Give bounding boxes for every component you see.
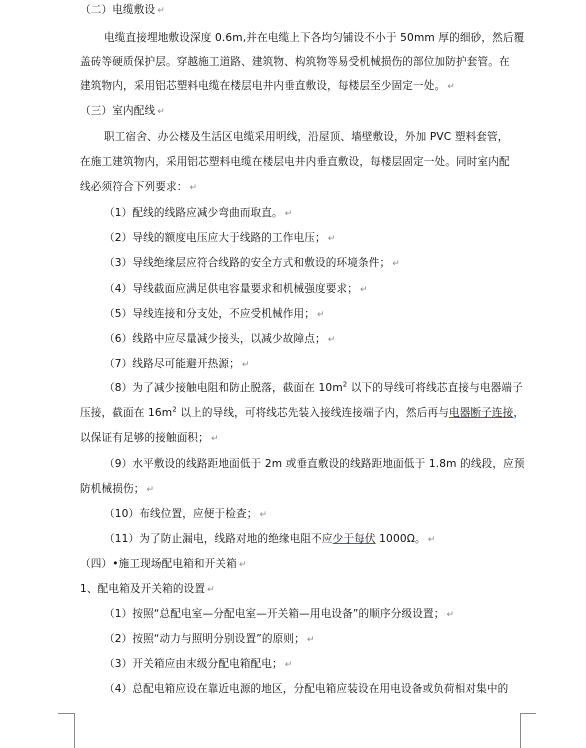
section-heading: （三）室内配线 ↵ — [80, 105, 165, 117]
crop-mark-left-h — [58, 713, 74, 714]
list-item: （2）导线的额度电压应大于线路的工作电压； ↵ — [104, 232, 336, 244]
crop-mark-right-h — [520, 713, 536, 714]
paragraph-line: 盖砖等硬质保护层。穿越施工道路、建筑物、构筑物等易受机械损伤的部位加防护套管。在 — [80, 56, 510, 68]
list-item: （5）导线连接和分支处，不应受机械作用； ↵ — [104, 308, 325, 320]
list-item: （4）总配电箱应设在靠近电源的地区，分配电箱应装设在用电设备或负荷相对集中的 — [104, 683, 509, 695]
list-item: （2）按照“动力与照明分别设置”的原则； ↵ — [104, 633, 315, 645]
list-item: （8）为了减少接触电阻和防止脱落，截面在 $10m^2$ 以下的导线可将线芯直接与电器端子 — [104, 380, 523, 394]
list-item: （1）按照“总配电室—分配电室—开关箱—用电设备”的顺序分级设置； ↵ — [104, 608, 455, 620]
list-item: （3）导线绝缘层应符合线路的安全方式和敷设的环境条件； ↵ — [104, 257, 400, 269]
crop-mark-left-v — [74, 713, 75, 748]
subsection-heading: 1、配电箱及开关箱的设置 ↵ — [80, 583, 215, 595]
section-heading: （四）•施工现场配电箱和开关箱 ↵ — [80, 558, 247, 570]
paragraph-line: 防机械损伤； ↵ — [80, 483, 155, 495]
section-heading: （二）电缆敷设 ↵ — [80, 4, 165, 16]
crop-mark-right-v — [520, 713, 521, 748]
paragraph-line: 线必须符合下列要求： ↵ — [80, 181, 198, 193]
list-item: （3）开关箱应由末级分配电箱配电； ↵ — [104, 658, 293, 670]
paragraph-line: 以保证有足够的接触面积； ↵ — [80, 432, 219, 444]
list-item: （10）布线位置，应便于检查； ↵ — [104, 508, 268, 520]
list-item: （11）为了防止漏电，线路对地的绝缘电阻不应少于每伏 1000Ω。 ↵ — [104, 533, 436, 545]
list-item: （9）水平敷设的线路距地面低于 2m 或垂直敷设的线路距地面低于 1.8m 的线段，应预 — [104, 458, 525, 470]
list-item: （4）导线截面应满足供电容量要求和机械强度要求； ↵ — [104, 283, 368, 295]
list-item: （6）线路中应尽量减少接头，以减少故障点； ↵ — [104, 333, 336, 345]
list-item: （1）配线的线路应减少弯曲而取直。 ↵ — [104, 207, 293, 219]
list-item: （7）线路尽可能避开热源； ↵ — [104, 358, 250, 370]
paragraph-line: 职工宿舍、办公楼及生活区电缆采用明线，沿屋顶、墙壁敷设，外加 PVC 塑料套管， — [104, 131, 509, 143]
paragraph-line: 电缆直接埋地敷设深度 0.6m,并在电缆上下各均匀铺设不小于 50mm 厚的细砂，然后覆 — [104, 32, 525, 44]
paragraph-line: 建筑物内，采用铝芯塑料电缆在楼层电井内垂直敷设，每楼层至少固定一处。 ↵ — [80, 80, 455, 92]
paragraph-line: 在施工建筑物内，采用铝芯塑料电缆在楼层电井内垂直敷设，每楼层固定一处。同时室内配 — [80, 156, 510, 168]
paragraph-line: 压接，截面在 $16m^2$ 以上的导线，可将线芯先装入接线连接端子内，然后再与电器断子连接， — [80, 405, 525, 419]
